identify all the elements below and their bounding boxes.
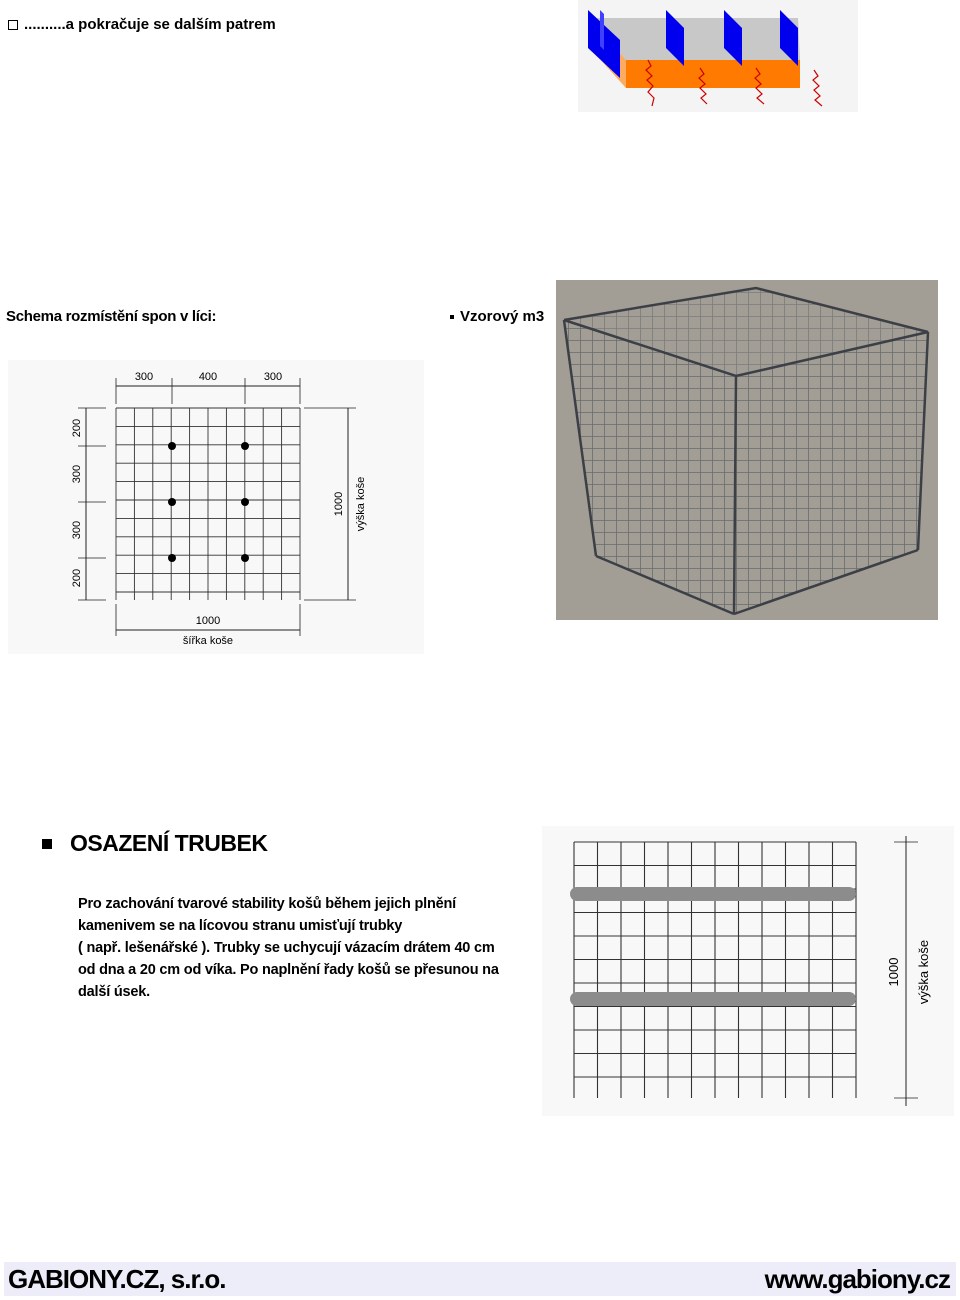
clip-dot [168, 554, 176, 562]
footer-company: GABIONY.CZ, s.r.o. [8, 1264, 226, 1294]
dash-bullet-icon [450, 315, 454, 319]
sample-label-wrap [450, 308, 544, 325]
dim-left-2: 300 [71, 464, 83, 484]
diagram-height-value: 1000 [886, 957, 901, 987]
clip-layout-diagram [8, 360, 424, 654]
next-layer-illustration [578, 0, 858, 112]
section-title: OSAZENÍ TRUBEK [70, 830, 268, 856]
footer-website[interactable]: www.gabiony.cz [764, 1264, 950, 1294]
sample-label: Vzorový m3 [460, 308, 545, 325]
section-paragraph [78, 893, 538, 1003]
width-label: šířka koše [182, 635, 234, 647]
schema-label: Schema rozmístění spon v líci: [6, 308, 217, 325]
clip-dot [168, 498, 176, 506]
clip-dot [168, 442, 176, 450]
height-label: výška koše [355, 476, 367, 532]
dim-top-3: 300 [263, 371, 283, 383]
base-front-face [626, 60, 800, 88]
square-bullet-icon [8, 20, 18, 30]
tube-lower [570, 992, 856, 1006]
diagram-height-label: výška koše [916, 939, 931, 1005]
paragraph-line: Pro zachování tvarové stability košů během jejich plnění [78, 896, 456, 912]
dim-top-1: 300 [134, 371, 154, 383]
height-value: 1000 [333, 491, 345, 517]
paragraph-line: ( např. lešenářské ). Trubky se uchycují vázacím drátem 40 cm [78, 940, 495, 956]
dim-left-1: 200 [71, 418, 83, 438]
width-value: 1000 [195, 615, 221, 627]
tube-placement-diagram [542, 826, 954, 1116]
clip-dot [241, 554, 249, 562]
dim-top-2: 400 [198, 371, 218, 383]
clip-dot [241, 498, 249, 506]
dim-left-4: 200 [71, 568, 83, 588]
clip-dot [241, 442, 249, 450]
panel-1-edge [600, 10, 604, 50]
continuation-line [8, 16, 276, 33]
continuation-text: ..........a pokračuje se dalším patrem [24, 16, 276, 33]
paragraph-line: další úsek. [78, 984, 150, 1000]
paragraph-line: kamenivem se na lícovou stranu umisťují trubky [78, 918, 403, 934]
gabion-cube-photo [556, 280, 938, 620]
tube-upper [570, 887, 856, 901]
square-bullet-icon [42, 839, 52, 849]
dim-left-3: 300 [71, 520, 83, 540]
paragraph-line: od dna a 20 cm od víka. Po naplnění řady košů se přesunou na [78, 962, 499, 978]
section-heading [42, 830, 267, 857]
